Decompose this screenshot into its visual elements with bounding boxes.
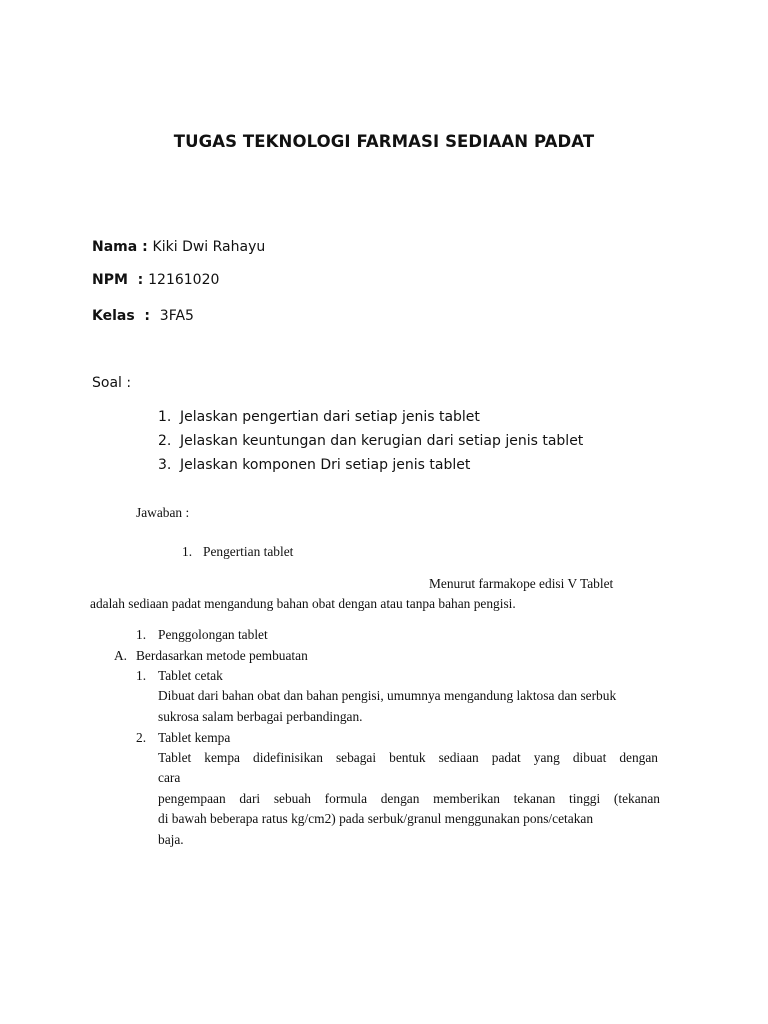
question-number: 2. (158, 433, 172, 449)
list-item-title: Penggolongan tablet (158, 627, 268, 642)
question-number: 1. (158, 409, 172, 425)
list-number: 1. (136, 627, 147, 642)
paragraph-line: cara (158, 770, 181, 785)
justified-text: pengempaan dari sebuah formula dengan memberikan tekanan tinggi (tekanan (158, 791, 660, 806)
paragraph-line: Dibuat dari bahan obat dan bahan pengisi, umumnya mengandung laktosa dan serbuk (158, 688, 617, 703)
nama-label: Nama : (92, 239, 153, 255)
npm-value: 12161020 (148, 272, 220, 288)
justified-text: Tablet kempa didefinisikan sebagai bentuk sediaan padat yang dibuat dengan (158, 750, 658, 765)
paragraph-line: sukrosa salam berbagai perbandingan. (158, 709, 363, 724)
paragraph-line (158, 750, 658, 766)
npm-label: NPM : (92, 272, 149, 288)
question-text: Jelaskan keuntungan dan kerugian dari setiap jenis tablet (180, 433, 584, 449)
kelas-line (92, 308, 194, 324)
document-title: TUGAS TEKNOLOGI FARMASI SEDIAAN PADAT (173, 132, 595, 151)
nama-line (92, 239, 265, 255)
question-text: Jelaskan komponen Dri setiap jenis tablet (180, 457, 471, 473)
section-heading: Berdasarkan metode pembuatan (136, 648, 308, 663)
paragraph-line (158, 791, 660, 807)
list-item-title: Tablet kempa (158, 730, 231, 745)
section-letter: A. (114, 648, 128, 663)
list-number: 2. (136, 730, 147, 745)
answer-item-title: Pengertian tablet (203, 544, 294, 559)
question-text: Jelaskan pengertian dari setiap jenis tablet (180, 409, 480, 425)
soal-label: Soal : (92, 375, 132, 391)
jawaban-label: Jawaban : (136, 505, 190, 520)
list-number: 1. (136, 668, 147, 683)
kelas-value: 3FA5 (159, 308, 194, 324)
kelas-label: Kelas : (92, 308, 160, 324)
paragraph-line: baja. (158, 832, 184, 847)
question-number: 3. (158, 457, 172, 473)
answer-item-number: 1. (182, 544, 193, 559)
nama-value: Kiki Dwi Rahayu (152, 239, 266, 255)
paragraph-line: Menurut farmakope edisi V Tablet (429, 576, 614, 591)
paragraph-line: di bawah beberapa ratus kg/cm2) pada serbuk/granul menggunakan pons/cetakan (158, 811, 594, 826)
paragraph-line: adalah sediaan padat mengandung bahan obat dengan atau tanpa bahan pengisi. (90, 596, 516, 611)
list-item-title: Tablet cetak (158, 668, 223, 683)
npm-line (92, 272, 219, 288)
